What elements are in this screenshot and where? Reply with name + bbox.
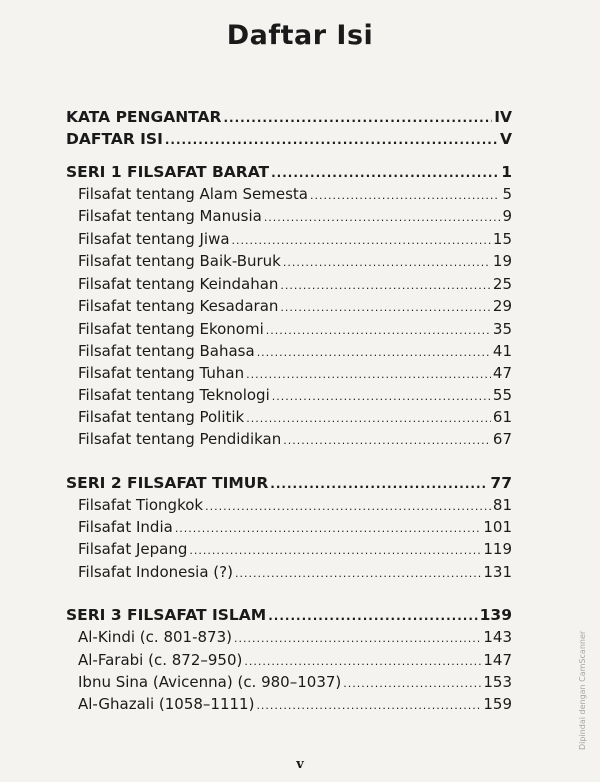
dot-leader: [283, 434, 491, 447]
entry-page: IV: [494, 108, 512, 126]
dot-leader: [264, 211, 501, 224]
entry-page: 67: [492, 430, 512, 448]
entry-label: Filsafat tentang Manusia: [78, 207, 262, 225]
dot-leader: [246, 368, 491, 381]
entry-label: Filsafat tentang Politik: [78, 408, 245, 426]
entry-label: Filsafat tentang Keindahan: [78, 275, 279, 293]
entry-label: Filsafat tentang Alam Semesta: [78, 185, 308, 203]
toc-entry[interactable]: [78, 386, 512, 404]
toc-entry[interactable]: [78, 540, 512, 558]
dot-leader: [246, 412, 491, 425]
dot-leader: [205, 500, 491, 513]
entry-page: 35: [492, 320, 512, 338]
entry-page: 131: [483, 563, 512, 581]
toc-section-seri-2[interactable]: [66, 474, 512, 492]
entry-page: 143: [483, 628, 512, 646]
entry-label: Filsafat tentang Tuhan: [78, 364, 245, 382]
toc-entry[interactable]: [78, 430, 512, 448]
toc-entry[interactable]: [78, 695, 512, 713]
dot-leader: [271, 166, 499, 180]
toc-entry[interactable]: [78, 342, 512, 360]
dot-leader: [266, 324, 491, 337]
toc-entry[interactable]: [78, 252, 512, 270]
toc-entry[interactable]: [78, 230, 512, 248]
dot-leader: [257, 346, 491, 359]
toc-entry[interactable]: [78, 496, 512, 514]
dot-leader: [280, 301, 491, 314]
entry-page: 29: [492, 297, 512, 315]
toc-entry[interactable]: [78, 320, 512, 338]
entry-page: 81: [492, 496, 512, 514]
entry-page: 41: [492, 342, 512, 360]
toc-entry-daftar-isi[interactable]: [66, 130, 512, 148]
entry-label: Al-Farabi (c. 872–950): [78, 651, 243, 669]
entry-label: KATA PENGANTAR: [66, 108, 222, 126]
entry-page: 5: [502, 185, 512, 203]
entry-page: 15: [492, 230, 512, 248]
dot-leader: [272, 390, 491, 403]
entry-page: 19: [492, 252, 512, 270]
section-label: SERI 1 FILSAFAT BARAT: [66, 163, 270, 181]
toc-section-seri-1[interactable]: [66, 163, 512, 181]
entry-label: Filsafat India: [78, 518, 173, 536]
entry-label: Filsafat Tiongkok: [78, 496, 204, 514]
dot-leader: [189, 544, 481, 557]
dot-leader: [280, 279, 491, 292]
dot-leader: [232, 234, 491, 247]
dot-leader: [165, 133, 498, 147]
entry-label: Al-Kindi (c. 801-873): [78, 628, 232, 646]
entry-page: 61: [492, 408, 512, 426]
toc-entry[interactable]: [78, 364, 512, 382]
toc-entry[interactable]: [78, 563, 512, 581]
entry-page: 9: [502, 207, 512, 225]
toc-entry[interactable]: [78, 651, 512, 669]
toc-entry[interactable]: [78, 297, 512, 315]
section-page: 1: [501, 163, 512, 181]
entry-page: 47: [492, 364, 512, 382]
section-page: 77: [490, 474, 512, 492]
toc-entry[interactable]: [78, 408, 512, 426]
entry-label: Al-Ghazali (1058–1111): [78, 695, 255, 713]
entry-label: Filsafat tentang Pendidikan: [78, 430, 282, 448]
toc-section-seri-3[interactable]: [66, 606, 512, 624]
entry-label: Filsafat Indonesia (?): [78, 563, 233, 581]
dot-leader: [283, 256, 491, 269]
entry-label: Filsafat tentang Bahasa: [78, 342, 255, 360]
dot-leader: [175, 522, 482, 535]
entry-page: 25: [492, 275, 512, 293]
toc-entry[interactable]: [78, 185, 512, 203]
section-label: SERI 2 FILSAFAT TIMUR: [66, 474, 269, 492]
dot-leader: [343, 677, 481, 690]
dot-leader: [234, 632, 481, 645]
entry-label: Filsafat tentang Jiwa: [78, 230, 230, 248]
dot-leader: [256, 699, 481, 712]
section-label: SERI 3 FILSAFAT ISLAM: [66, 606, 267, 624]
entry-label: Filsafat tentang Teknologi: [78, 386, 270, 404]
entry-label: Filsafat Jepang: [78, 540, 188, 558]
dot-leader: [310, 189, 500, 202]
entry-label: DAFTAR ISI: [66, 130, 163, 148]
entry-label: Filsafat tentang Ekonomi: [78, 320, 264, 338]
toc-entry[interactable]: [78, 673, 512, 691]
dot-leader: [235, 567, 481, 580]
section-page: 139: [479, 606, 512, 624]
entry-label: Ibnu Sina (Avicenna) (c. 980–1037): [78, 673, 342, 691]
toc-entry[interactable]: [78, 628, 512, 646]
entry-page: 159: [483, 695, 512, 713]
entry-page: 101: [483, 518, 512, 536]
toc-entry[interactable]: [78, 518, 512, 536]
toc-entry[interactable]: [78, 207, 512, 225]
dot-leader: [223, 111, 492, 125]
entry-label: Filsafat tentang Kesadaran: [78, 297, 279, 315]
page-title: Daftar Isi: [226, 20, 374, 51]
scanner-watermark: Dipindai dengan CamScanner: [578, 630, 587, 750]
entry-page: 147: [483, 651, 512, 669]
dot-leader: [268, 609, 477, 623]
entry-page: 119: [483, 540, 512, 558]
dot-leader: [244, 655, 481, 668]
page-number: v: [296, 757, 304, 772]
toc-entry[interactable]: [78, 275, 512, 293]
entry-page: V: [500, 130, 512, 148]
entry-page: 153: [483, 673, 512, 691]
toc-entry-kata-pengantar[interactable]: [66, 108, 512, 126]
dot-leader: [270, 477, 488, 491]
entry-label: Filsafat tentang Baik-Buruk: [78, 252, 281, 270]
entry-page: 55: [492, 386, 512, 404]
